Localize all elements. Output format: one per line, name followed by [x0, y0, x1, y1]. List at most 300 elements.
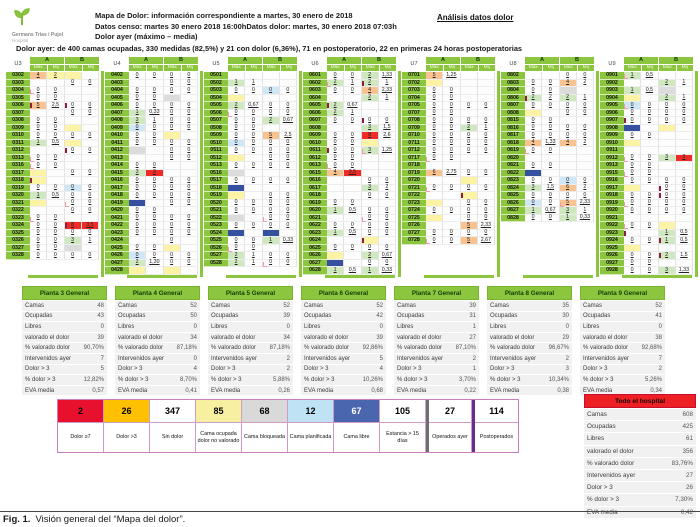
- room-number: 0912: [600, 155, 624, 163]
- pain-cell: [676, 170, 693, 178]
- bed-row: [6, 155, 99, 163]
- report-title-line-2: Datos censo: martes 30 enero 2018 16:00hDatos dolor: martes, 30 enero 2018 07:03h: [95, 21, 397, 31]
- bed-row: [303, 72, 396, 80]
- pain-cell: 0: [263, 177, 280, 185]
- pain-cell: [228, 155, 245, 163]
- pain-cell: 0: [280, 162, 297, 170]
- pain-cell: [129, 200, 146, 208]
- legend-item: [334, 400, 380, 452]
- stat-value: 0: [193, 355, 197, 362]
- pain-cell: 0: [181, 147, 198, 155]
- pain-cell: [461, 110, 478, 118]
- pain-cell: [659, 125, 676, 133]
- stat-value: 43: [97, 313, 104, 320]
- leaf-icon: [12, 6, 32, 31]
- planta-stat-row: [115, 343, 200, 353]
- room-number: 0923: [600, 230, 624, 238]
- pain-cell: 0: [478, 215, 495, 223]
- pain-cell: [245, 95, 262, 103]
- pain-cell: 0: [362, 192, 379, 200]
- bed-row: [303, 252, 396, 260]
- pain-cell: 0: [379, 177, 396, 185]
- room-number: 0905: [600, 102, 624, 110]
- pain-cell: 3: [659, 267, 676, 275]
- pain-cell: 0: [228, 147, 245, 155]
- room-number: 0325: [6, 230, 30, 238]
- operated-marker: [65, 103, 67, 108]
- stat-label: % dolor > 3: [304, 376, 335, 383]
- pain-cell: 0: [164, 260, 181, 268]
- pain-cell: 0: [426, 102, 443, 110]
- pain-cell: [362, 170, 379, 178]
- pain-cell: [228, 170, 245, 178]
- planta-stat-row: [487, 322, 572, 332]
- room-number: 0323: [6, 215, 30, 223]
- pain-cell: 0: [478, 140, 495, 148]
- stat-label: valorado el dolor: [397, 334, 442, 341]
- bed-row: [204, 110, 297, 118]
- pain-cell: 0: [65, 185, 82, 193]
- pain-cell: 0: [129, 222, 146, 230]
- stat-value: 87,18%: [269, 345, 290, 352]
- pain-cell: 0: [82, 132, 99, 140]
- stat-label: Ocupadas: [583, 313, 611, 320]
- pain-cell: 0: [228, 245, 245, 253]
- pain-cell: 0: [82, 147, 99, 155]
- room-number: 0821: [501, 162, 525, 170]
- pain-cell: 0: [443, 132, 460, 140]
- planta-stat-row: [301, 354, 386, 364]
- room-number: 0621: [303, 215, 327, 223]
- room-number: 0806: [501, 95, 525, 103]
- column-header: Mij: [147, 65, 164, 72]
- room-number: 0512: [204, 155, 228, 163]
- room-number: 0420: [105, 207, 129, 215]
- pain-cell: 0: [525, 215, 542, 223]
- pain-cell: 3: [362, 125, 379, 133]
- bed-row: [105, 140, 198, 148]
- pain-cell: [641, 215, 658, 223]
- pain-cell: 0: [624, 222, 641, 230]
- planta-table-title: Planta 8 General: [487, 286, 572, 300]
- pain-cell: 6: [560, 185, 577, 193]
- stat-label: Libres: [25, 323, 42, 330]
- pain-cell: 0: [228, 140, 245, 148]
- room-number: 0820: [501, 155, 525, 163]
- room-number: 0617: [303, 185, 327, 193]
- bed-row: [204, 222, 297, 230]
- pain-cell: [280, 72, 297, 80]
- room-number: 0523: [204, 222, 228, 230]
- pain-cell: [129, 147, 146, 155]
- pain-cell: 0: [525, 192, 542, 200]
- bed-row: [402, 222, 495, 230]
- room-number: 0922: [600, 222, 624, 230]
- pain-cell: [245, 230, 262, 238]
- pain-cell: 2,5: [280, 132, 297, 140]
- stat-value: 0: [565, 323, 569, 330]
- pain-cell: 0: [164, 110, 181, 118]
- room-number: 0520: [204, 200, 228, 208]
- pain-cell: 3: [560, 207, 577, 215]
- room-number: 0416: [105, 177, 129, 185]
- postop-marker: [560, 202, 564, 207]
- column-header: Mij: [48, 65, 65, 72]
- pain-cell: 0: [478, 147, 495, 155]
- pain-cell: 0: [344, 245, 361, 253]
- column-group-b: B: [560, 57, 594, 64]
- planta-stat-row: [580, 322, 665, 332]
- room-number: 0427: [105, 260, 129, 268]
- bed-row: [303, 185, 396, 193]
- planta-stat-row: [115, 322, 200, 332]
- pain-cell: 2: [542, 95, 559, 103]
- stat-value: 0,68: [371, 387, 383, 394]
- pain-cell: 4: [560, 80, 577, 88]
- planta-stat-row: [394, 343, 479, 353]
- room-number: 0425: [105, 245, 129, 253]
- stat-value: 39: [97, 334, 104, 341]
- room-number: 0823: [501, 177, 525, 185]
- legend-count: 67: [334, 400, 379, 422]
- figure-caption-text: Visión general del “Mapa del dolor”.: [35, 514, 186, 525]
- operated-marker: [659, 186, 661, 191]
- column-group-a: A: [525, 57, 559, 64]
- bed-row: [501, 72, 594, 80]
- pain-cell: 1: [30, 140, 47, 148]
- pain-cell: 0: [659, 177, 676, 185]
- postop-marker: [30, 89, 34, 94]
- pain-cell: [641, 80, 658, 88]
- bed-row: [105, 185, 198, 193]
- pain-cell: 0: [181, 87, 198, 95]
- pain-cell: [659, 260, 676, 268]
- column-header: Máx: [426, 65, 443, 72]
- stat-value: 0,57: [92, 387, 104, 394]
- pain-cell: [478, 80, 495, 88]
- pain-cell: 0: [344, 162, 361, 170]
- bed-row: [501, 155, 594, 163]
- pain-cell: [65, 215, 82, 223]
- bed-row: [303, 200, 396, 208]
- pain-cell: 2,75: [443, 170, 460, 178]
- pain-cell: [47, 170, 64, 178]
- pain-cell: 5: [30, 102, 47, 110]
- column-header: Mij: [543, 65, 560, 72]
- pain-cell: 0: [443, 237, 460, 245]
- pain-cell: 0: [542, 87, 559, 95]
- room-number: 0525: [204, 237, 228, 245]
- pain-cell: [146, 155, 163, 163]
- stat-value: 0: [286, 323, 290, 330]
- bed-row: [600, 245, 693, 253]
- column-group-b: B: [362, 57, 396, 64]
- report-title-block: [95, 11, 397, 43]
- pain-cell: 2: [47, 72, 64, 80]
- plantas-row: [22, 286, 665, 395]
- hospital-stat-row: [584, 433, 696, 444]
- bed-row: [303, 155, 396, 163]
- planta-table: [115, 286, 200, 395]
- bed-row: [402, 95, 495, 103]
- stat-label: Intervenidos ayer: [397, 355, 444, 362]
- room-number: 0423: [105, 230, 129, 238]
- pain-cell: [362, 102, 379, 110]
- pain-cell: 1: [525, 207, 542, 215]
- room-number: 0408: [105, 117, 129, 125]
- pain-cell: [30, 200, 47, 208]
- stat-label: Ocupadas: [304, 313, 332, 320]
- pain-cell: [577, 147, 594, 155]
- planta-stat-row: [487, 375, 572, 385]
- bed-row: [600, 125, 693, 133]
- pain-cell: 6: [426, 170, 443, 178]
- pain-cell: 2,33: [478, 222, 495, 230]
- bed-row: [402, 200, 495, 208]
- pain-cell: 0: [245, 147, 262, 155]
- stat-label: Libres: [304, 323, 321, 330]
- pain-cell: 1,5: [676, 252, 693, 260]
- room-number: 0726: [402, 222, 426, 230]
- pain-cell: 0: [65, 80, 82, 88]
- pain-cell: 0: [379, 215, 396, 223]
- bed-row: [6, 125, 99, 133]
- room-number: 0620: [303, 207, 327, 215]
- bed-row: [105, 192, 198, 200]
- pain-cell: 2: [327, 80, 344, 88]
- stat-value: 0,22: [464, 387, 476, 394]
- pain-cell: [47, 200, 64, 208]
- room-number: 0317: [6, 170, 30, 178]
- analysis-link[interactable]: Análisis datos dolor: [437, 13, 514, 22]
- pain-cell: [676, 260, 693, 268]
- room-number: 0609: [303, 132, 327, 140]
- pain-cell: [676, 132, 693, 140]
- pain-cell: [47, 80, 64, 88]
- bed-row: [204, 87, 297, 95]
- postop-marker: [426, 239, 430, 244]
- room-number: 0307: [6, 110, 30, 118]
- pain-cell: 0: [641, 260, 658, 268]
- pain-cell: 0: [478, 230, 495, 238]
- stat-label: EVA media: [397, 387, 427, 394]
- stat-label: % dolor > 3: [397, 376, 428, 383]
- legend-count: 26: [104, 400, 149, 422]
- room-number: 0305: [6, 95, 30, 103]
- pain-cell: 0: [577, 102, 594, 110]
- pain-cell: 0: [181, 80, 198, 88]
- room-number: 0802: [501, 72, 525, 80]
- pain-cell: 0: [30, 222, 47, 230]
- pain-cell: 0: [65, 147, 82, 155]
- hospital-stat-row: [584, 421, 696, 432]
- bed-row: [402, 140, 495, 148]
- unit-table-u8: [501, 57, 594, 281]
- planta-stat-row: [208, 354, 293, 364]
- room-number: 0410: [105, 132, 129, 140]
- room-number: 0909: [600, 132, 624, 140]
- stat-value: 26: [685, 484, 693, 492]
- postop-marker: [525, 149, 529, 154]
- bed-row: [303, 110, 396, 118]
- pain-cell: [129, 155, 146, 163]
- hospital-stat-row: [584, 458, 696, 469]
- legend-label: Dolor ≥7: [58, 422, 103, 452]
- pain-cell: 0: [641, 155, 658, 163]
- room-number: 0819: [501, 147, 525, 155]
- pain-cell: 0: [280, 87, 297, 95]
- room-number: 0924: [600, 237, 624, 245]
- stat-value: 4: [193, 366, 197, 373]
- room-number: 0916: [600, 177, 624, 185]
- pain-cell: 0: [245, 207, 262, 215]
- pain-cell: 0: [129, 177, 146, 185]
- pain-cell: [245, 170, 262, 178]
- pain-cell: [379, 102, 396, 110]
- pain-cell: 0: [624, 102, 641, 110]
- planta-stat-row: [487, 301, 572, 311]
- stat-label: % dolor > 3: [211, 376, 242, 383]
- legend-label: Cama libre: [334, 422, 379, 452]
- stat-label: EVA media: [587, 508, 618, 516]
- bed-row: [402, 237, 495, 245]
- pain-cell: 0: [525, 80, 542, 88]
- pain-cell: 0: [47, 237, 64, 245]
- pain-cell: 0: [624, 192, 641, 200]
- pain-cell: [624, 80, 641, 88]
- bed-row: [303, 207, 396, 215]
- pain-cell: 0: [542, 200, 559, 208]
- room-number: 0302: [6, 72, 30, 80]
- room-number: 0724: [402, 207, 426, 215]
- room-number: 0728: [402, 237, 426, 245]
- pain-cell: 0: [478, 207, 495, 215]
- column-header: Máx: [327, 65, 344, 72]
- summary-line: Dolor ayer: de 400 camas ocupadas, 330 medidas (82,5%) y 21 con dolor (6,36%), 71 en postoperatorio, 22 en primeras 24 horas postoperatorias: [16, 44, 523, 53]
- planta-stat-row: [580, 312, 665, 322]
- planta-stat-row: [22, 365, 107, 375]
- pain-cell: 0: [461, 207, 478, 215]
- pain-cell: 0: [65, 252, 82, 260]
- stat-value: 10,34%: [548, 376, 569, 383]
- room-number: 0815: [501, 117, 525, 125]
- pain-cell: [478, 110, 495, 118]
- room-number: 0613: [303, 162, 327, 170]
- pain-cell: 3: [676, 155, 693, 163]
- bed-row: [600, 87, 693, 95]
- pain-cell: 0: [426, 125, 443, 133]
- pain-cell: 0: [164, 252, 181, 260]
- pain-cell: [426, 200, 443, 208]
- pain-cell: 0: [426, 140, 443, 148]
- room-number: 0312: [6, 147, 30, 155]
- pain-cell: [228, 185, 245, 193]
- room-number: 0504: [204, 95, 228, 103]
- pain-cell: 0: [379, 207, 396, 215]
- stat-label: EVA media: [304, 387, 334, 394]
- hospital-stat-row: [584, 446, 696, 457]
- pain-cell: 0: [344, 200, 361, 208]
- pain-cell: 0: [263, 87, 280, 95]
- pain-cell: 0: [641, 162, 658, 170]
- pain-cell: 0: [47, 245, 64, 253]
- room-number: 0719: [402, 170, 426, 178]
- pain-cell: 0,33: [379, 267, 396, 275]
- pain-cell: 0: [181, 230, 198, 238]
- postop-marker: [263, 262, 267, 267]
- pain-cell: 0: [426, 230, 443, 238]
- pain-cell: 0: [641, 222, 658, 230]
- bed-row: [105, 95, 198, 103]
- pain-cell: 0: [461, 140, 478, 148]
- bed-row: [402, 230, 495, 238]
- pain-cell: 0: [443, 140, 460, 148]
- unit-table-u3: [6, 57, 99, 281]
- planta-stat-row: [487, 365, 572, 375]
- pain-cell: 0: [280, 155, 297, 163]
- pain-cell: 0: [461, 200, 478, 208]
- planta-stat-row: [208, 386, 293, 396]
- bed-row: [204, 155, 297, 163]
- room-number: 0424: [105, 237, 129, 245]
- pain-cell: 2: [129, 260, 146, 268]
- pain-cell: 0: [263, 162, 280, 170]
- pain-cell: [344, 215, 361, 223]
- bed-row: [105, 132, 198, 140]
- pain-cell: 0: [181, 125, 198, 133]
- pain-cell: 2: [362, 252, 379, 260]
- pain-cell: 0: [82, 192, 99, 200]
- pain-cell: [624, 185, 641, 193]
- pain-cell: 1: [327, 230, 344, 238]
- stat-label: Ocupadas: [25, 313, 53, 320]
- pain-cell: [676, 215, 693, 223]
- stat-value: 10,26%: [362, 376, 383, 383]
- pain-cell: 0: [280, 192, 297, 200]
- pain-cell: 0: [280, 140, 297, 148]
- stat-value: 7: [658, 355, 662, 362]
- room-number: 0404: [105, 87, 129, 95]
- room-number: 0602: [303, 80, 327, 88]
- pain-cell: 3: [65, 237, 82, 245]
- pain-cell: 1,33: [676, 267, 693, 275]
- column-group-a: A: [30, 57, 64, 64]
- legend-label: Cama ocupada dolor no valorado: [196, 422, 241, 452]
- pain-cell: 0: [280, 222, 297, 230]
- room-number: 0804: [501, 87, 525, 95]
- bed-row: [204, 95, 297, 103]
- legend-count: 85: [196, 400, 241, 422]
- pain-cell: 0: [181, 140, 198, 148]
- stat-value: 2: [472, 355, 476, 362]
- pain-cell: 0,5: [344, 230, 361, 238]
- hospital-logo: [12, 6, 82, 43]
- legend-item: [242, 400, 288, 452]
- room-number: 0720: [402, 177, 426, 185]
- stat-label: valorado el dolor: [118, 334, 163, 341]
- stat-value: 3: [565, 366, 569, 373]
- pain-cell: [65, 87, 82, 95]
- pain-cell: 0: [443, 147, 460, 155]
- pain-cell: [164, 95, 181, 103]
- stat-label: Dolor > 3: [587, 484, 613, 492]
- pain-cell: 4: [30, 72, 47, 80]
- hospital-stat-row: [584, 470, 696, 481]
- bed-row: [6, 200, 99, 208]
- pain-cell: 0: [65, 132, 82, 140]
- bed-row: [501, 110, 594, 118]
- pain-cell: 0: [164, 230, 181, 238]
